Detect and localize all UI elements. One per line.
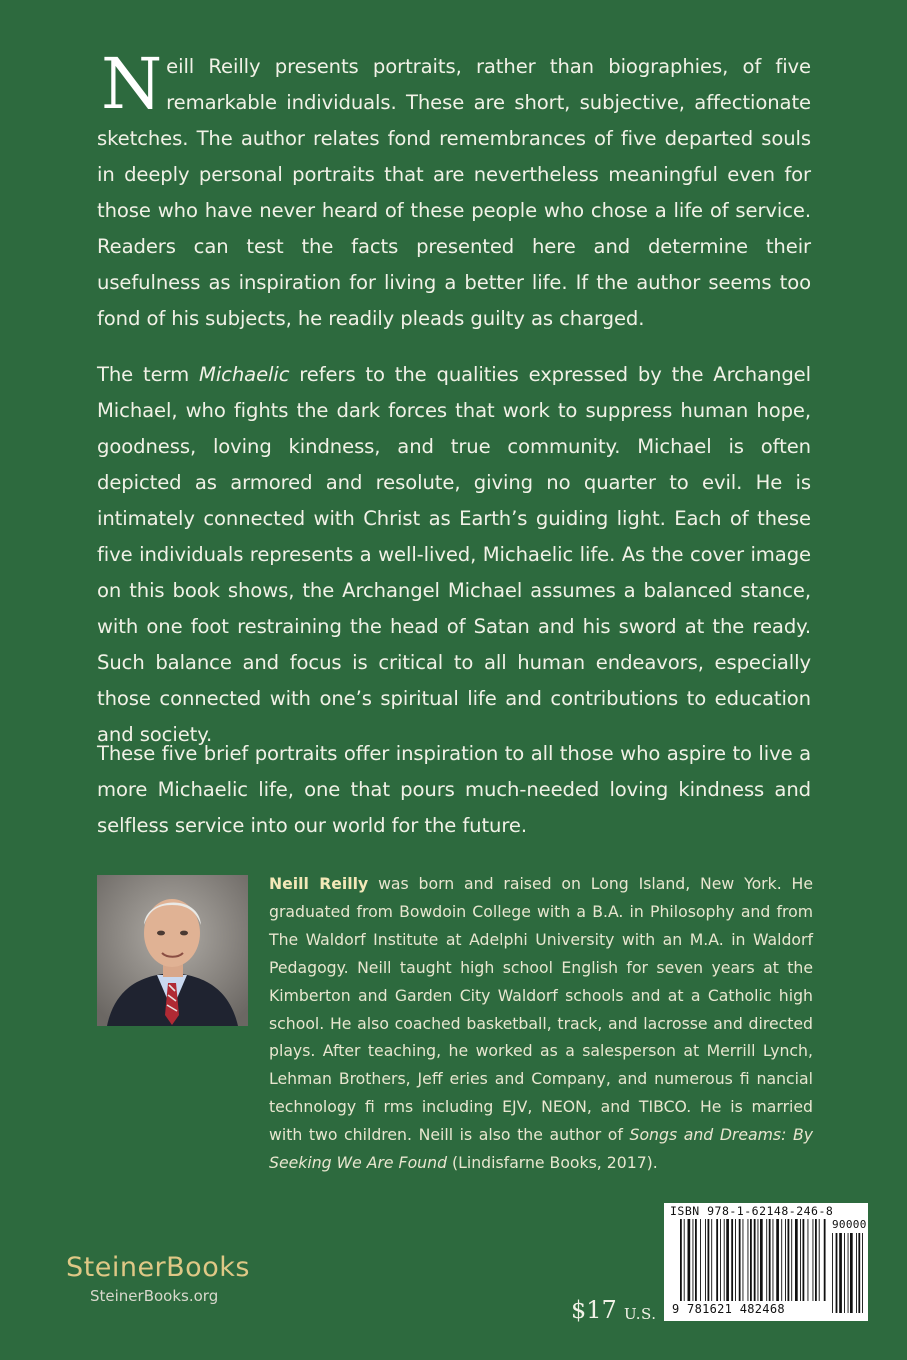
author-portrait-illustration [97, 875, 248, 1026]
drop-cap: N [101, 43, 163, 125]
barcode-bar [760, 1219, 763, 1301]
barcode-bar [819, 1219, 820, 1301]
barcode-bar [693, 1219, 694, 1301]
author-bio-text: was born and raised on Long Island, New York. He graduated from Bowdoin College with a B.A. in Philosophy and from The Waldorf Institute at Adelphi University with an M.A. in Waldorf Pedagogy. Neill taught high school English for seven years at the Kimberton and Garden City Waldorf schools and at a Catholic high school. He also coached basketball, track, and lacrosse and directed plays. After teaching, he worked as a salesperson at Merrill Lynch, Lehman Brothers, Jeff eries and Company, and numerous fi nancial technology fi rms including EJV, NEON, and TIBCO. He is married with two children. Neill is also the author of [269, 874, 813, 1145]
barcode-bar [700, 1219, 701, 1301]
barcode-bar [754, 1219, 756, 1301]
author-bio [269, 870, 813, 1177]
barcode-digits: 9 781621 482468 [672, 1302, 785, 1316]
author-photo [97, 875, 248, 1026]
barcode-bar [731, 1219, 733, 1301]
barcode-price-code: 90000 [832, 1218, 867, 1231]
barcode-bar [688, 1219, 691, 1301]
michaelic-term: Michaelic [199, 363, 290, 386]
barcode-bar [724, 1219, 725, 1301]
addon-barcode-bar [862, 1233, 863, 1313]
author-other-book-publisher: (Lindisfarne Books, 2017). [447, 1153, 658, 1173]
blurb-paragraph-1 [97, 43, 811, 337]
barcode-bar [776, 1219, 779, 1301]
barcode-bar [726, 1219, 729, 1301]
barcode-bar [795, 1219, 798, 1301]
barcode-bar [773, 1219, 774, 1301]
barcode-bar [748, 1219, 749, 1301]
barcode-bar [735, 1219, 736, 1301]
blurb-paragraph-3: These five brief portraits offer inspiration to all those who aspire to live a more Michaelic life, one that pours much-needed loving kindness and selfless service into our world for the future. [97, 742, 811, 837]
barcode-bar [758, 1219, 759, 1301]
barcode-bar [769, 1219, 771, 1301]
barcode-bar [785, 1219, 786, 1301]
barcode-bar [813, 1219, 814, 1301]
price-currency: U.S. [624, 1305, 657, 1323]
barcode-bar [716, 1219, 718, 1301]
barcode-bar [743, 1219, 744, 1301]
addon-barcode-bar [844, 1233, 845, 1313]
barcode-bar [720, 1219, 721, 1301]
barcode-bar [788, 1219, 790, 1301]
addon-barcode-bar [858, 1233, 860, 1313]
isbn-barcode [664, 1203, 868, 1321]
isbn-label: ISBN 978-1-62148-246-8 [670, 1204, 834, 1218]
barcode-bar [808, 1219, 809, 1301]
barcode-bar [781, 1219, 782, 1301]
addon-barcode-bar [839, 1233, 842, 1313]
publisher-url: SteinerBooks.org [90, 1287, 219, 1305]
publisher-logo: SteinerBooks [66, 1252, 250, 1283]
barcode-bar [750, 1219, 752, 1301]
addon-barcode-bar [850, 1233, 853, 1313]
blurb-paragraph-2 [97, 357, 811, 753]
blurb-paragraph-2-text: refers to the qualities expressed by the Archangel Michael, who fights the dark forces that work to suppress human hope, goodness, loving kindness, and true community. Michael is often depicted as armored and resolute, giving no quarter to evil. He is intimately connected with Christ as Earth’s guiding light. Each of these five individuals represents a well-lived, Michaelic life. As the cover image on this book shows, the Archangel Michael assumes a balanced stance, with one foot restraining the head of Satan and his sword at the ready. Such balance and focus is critical to all human endeavors, especially those connected with one’s spiritual life and contributions to education and society. [97, 363, 811, 746]
barcode-bar [791, 1219, 792, 1301]
barcode-bar [824, 1219, 826, 1301]
barcode-bar [800, 1219, 801, 1301]
blurb-paragraph-1-text: eill Reilly presents portraits, rather than biographies, of five remarkable individuals. These are short, subjective, affectionate sketches. The author relates fond remembrances of five departed souls in deeply personal portraits that are nevertheless meaningful even for those who have never heard of these people who chose a life of service. Readers can test the facts presented here and determine their usefulness as inspiration for living a better life. If the author seems too fond of his subjects, he readily pleads guilty as charged. [97, 55, 811, 330]
author-name: Neill Reilly [269, 874, 369, 893]
barcode-bar [766, 1219, 767, 1301]
barcode-bar [705, 1219, 706, 1301]
barcode-bar [739, 1219, 741, 1301]
barcode-bar [708, 1219, 710, 1301]
addon-barcode-bar [836, 1233, 838, 1313]
blurb-paragraph-2-lead: The term [97, 363, 200, 386]
addon-barcode-bar [856, 1233, 857, 1313]
barcode-bar [695, 1219, 697, 1301]
addon-barcode-bar [832, 1233, 833, 1313]
barcode-bar [684, 1219, 685, 1301]
barcode-bar [815, 1219, 817, 1301]
barcode-bar [803, 1219, 805, 1301]
addon-barcode-bar [848, 1233, 849, 1313]
author-other-book-title: Songs and Dreams: By Seeking We Are Found [269, 1125, 814, 1173]
barcode-bar [680, 1219, 682, 1301]
barcode-bar [711, 1219, 712, 1301]
price-amount: $17 [571, 1296, 617, 1324]
